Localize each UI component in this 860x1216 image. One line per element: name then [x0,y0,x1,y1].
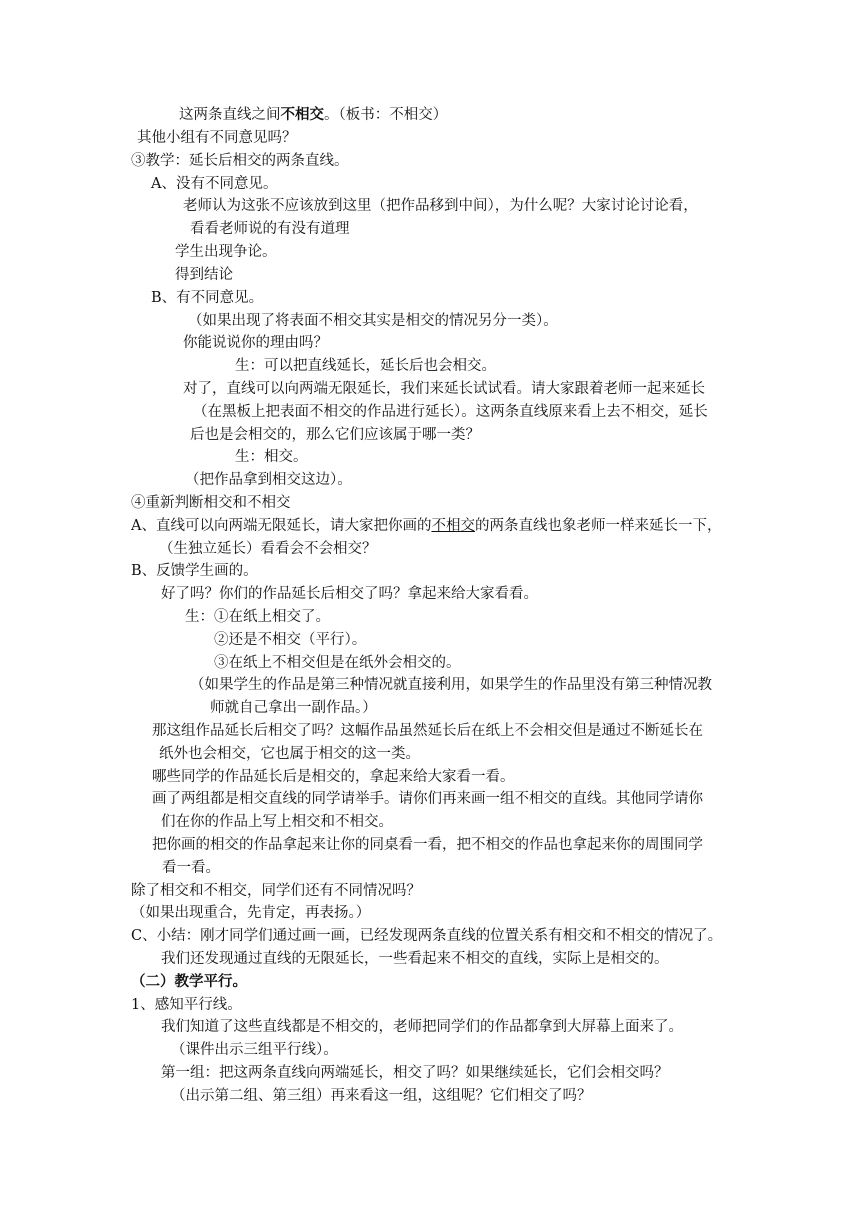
text-line: （课件出示三组平行线）。 [171,1042,338,1058]
text-line: B、有不同意见。 [151,290,264,306]
text-line: 这两条直线之间不相交。（板书：不相交） [179,106,448,123]
section-heading: （二）教学平行。 [131,973,247,990]
text-line: A、没有不同意见。 [151,176,278,192]
text-line: 第一组：把这两条直线向两端延长，相交了吗？如果继续延长，它们会相交吗？ [161,1065,669,1081]
text-line: 把你画的相交的作品拿起来让你的同桌看一看，把不相交的作品也拿起来你的周围同学 [152,837,703,853]
text-line: 后也是会相交的，那么它们应该属于哪一类？ [190,427,480,443]
text-line: 们在你的作品上写上相交和不相交。 [161,814,393,830]
text-line: 得到结论 [175,267,233,283]
text-line: 生：相交。 [235,449,308,465]
text-line: （如果出现重合，先肯定，再表扬。） [131,905,371,921]
text-line: 师就自己拿出一副作品。） [210,700,377,716]
text-line: 生：可以把直线延长，延长后也会相交。 [235,358,496,374]
text-line: 看看老师说的有没有道理 [190,221,350,237]
text-line: 好了吗？你们的作品延长后相交了吗？拿起来给大家看看。 [161,586,538,602]
heading-line: ③教学：延长后相交的两条直线。 [131,153,349,169]
text-line: （出示第二组、第三组）再来看这一组，这组呢？它们相交了吗？ [171,1088,592,1104]
text-line: （生独立延长）看看会不会相交？ [159,541,377,557]
text-line: 生：①在纸上相交了。 [185,609,330,625]
text-line: 对了，直线可以向两端无限延长，我们来延长试试看。请大家跟着老师一起来延长 [183,381,705,397]
subsection-heading: 1、感知平行线。 [131,997,242,1013]
text-line: 那这组作品延长后相交了吗？这幅作品虽然延长后在纸上不会相交但是通过不断延长在 [152,723,703,739]
text-line: （把作品拿到相交这边）。 [185,472,352,488]
text-line: 我们还发现通过直线的无限延长，一些看起来不相交的直线，实际上是相交的。 [161,951,669,967]
text-line: B、反馈学生画的。 [131,563,258,579]
text-line: 你能说说你的理由吗？ [183,335,328,351]
text-line: 其他小组有不同意见吗？ [137,130,297,146]
text-line: 看一看。 [162,860,220,876]
heading-line: ④重新判断相交和不相交 [131,495,291,511]
text-line: ②还是不相交（平行）。 [214,632,367,648]
text-line: 纸外也会相交，它也属于相交的这一类。 [159,746,420,762]
text-line: （在黑板上把表面不相交的作品进行延长）。这两条直线原来看上去不相交，延长 [193,404,708,420]
text-line: 老师认为这张不应该放到这里（把作品移到中间），为什么呢？大家讨论讨论看， [183,198,698,214]
text-line: 画了两组都是相交直线的同学请举手。请你们再来画一组不相交的直线。其他同学请你 [152,791,703,807]
text-line: 除了相交和不相交，同学们还有不同情况吗？ [131,883,421,899]
text-line: （如果出现了将表面不相交其实是相交的情况另分一类）。 [188,313,558,329]
text-line: 学生出现争论。 [175,244,277,260]
text-line: （如果学生的作品是第三种情况就直接利用，如果学生的作品里没有第三种情况教 [190,677,712,693]
text-line: A、直线可以向两端无限延长，请大家把你画的不相交的两条直线也象老师一样来延长一下， [131,518,722,534]
text-line: C、小结：刚才同学们通过画一画，已经发现两条直线的位置关系有相交和不相交的情况了。 [131,928,723,944]
text-line: ③在纸上不相交但是在纸外会相交的。 [214,655,461,671]
text-line: 哪些同学的作品延长后是相交的，拿起来给大家看一看。 [152,769,515,785]
text-line: 我们知道了这些直线都是不相交的，老师把同学们的作品都拿到大屏幕上面来了。 [161,1019,683,1035]
